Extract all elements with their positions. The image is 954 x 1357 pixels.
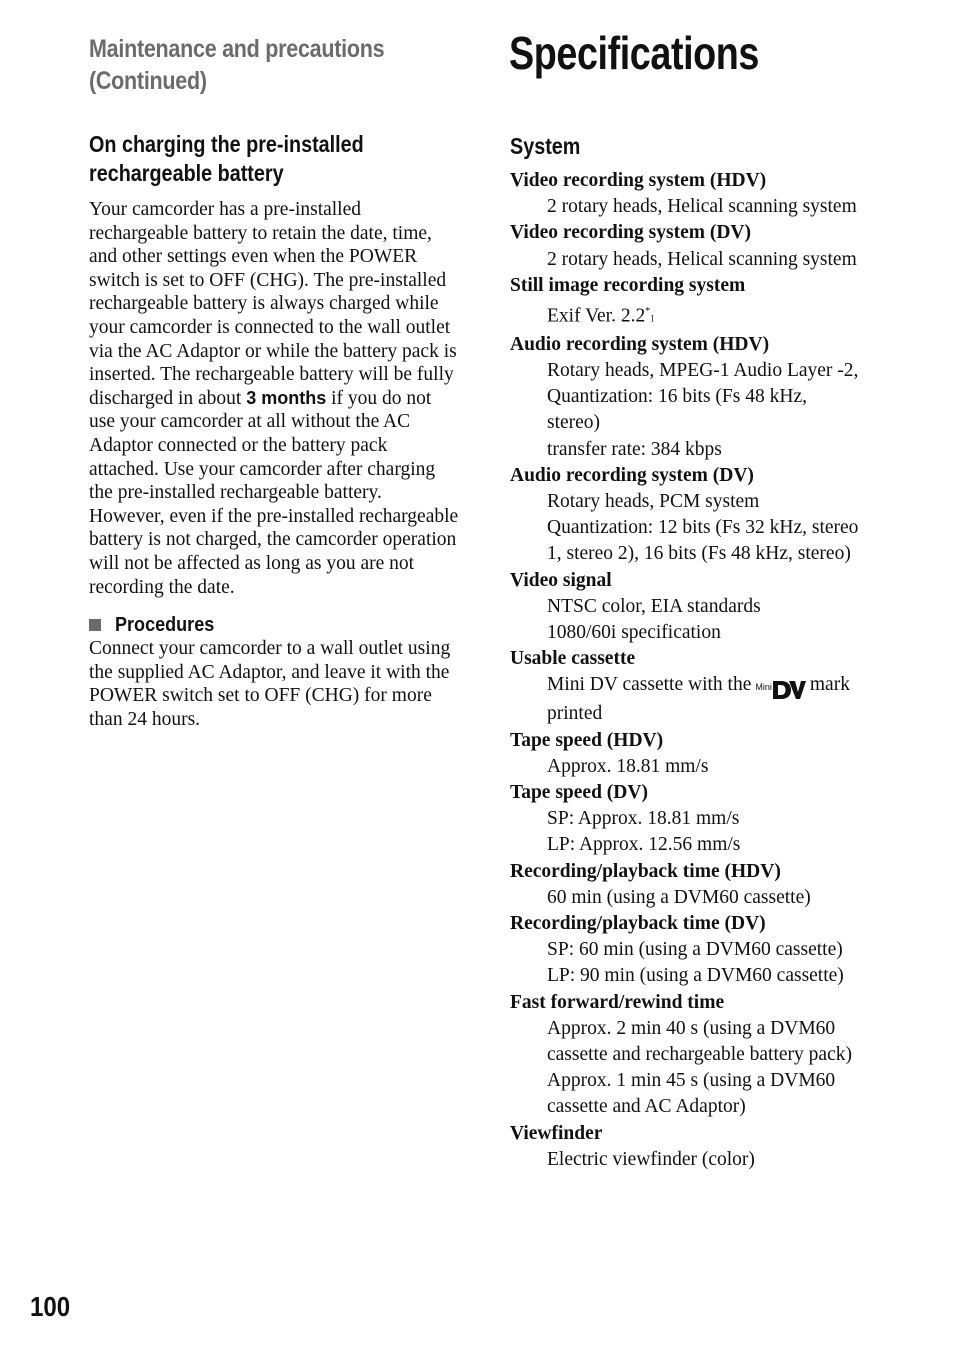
spec-item — [510, 220, 910, 272]
spec-value-text: mark — [809, 674, 850, 696]
battery-heading-line1: On charging the pre-installed — [89, 131, 364, 157]
spec-item — [510, 568, 910, 647]
spec-value: 1, stereo 2), 16 bits (Fs 48 kHz, stereo) — [547, 543, 851, 565]
spec-value — [510, 299, 910, 332]
spec-label: Fast forward/rewind time — [510, 991, 725, 1013]
spec-label: Video recording system (HDV) — [510, 170, 767, 191]
spec-value: cassette and AC Adaptor) — [547, 1096, 746, 1118]
spec-item — [510, 332, 910, 463]
footnote-number: 1 — [650, 313, 655, 324]
spec-value: printed — [547, 703, 603, 725]
spec-label: Usable cassette — [510, 648, 636, 670]
section-header-line2: (Continued) — [89, 67, 207, 95]
spec-value: LP: Approx. 12.56 mm/s — [547, 834, 741, 856]
right-column — [510, 132, 910, 1173]
square-bullet-icon — [89, 619, 101, 631]
spec-value: Approx. 1 min 45 s (using a DVM60 — [547, 1070, 836, 1092]
spec-item — [510, 990, 910, 1121]
dv-mark-icon — [772, 679, 806, 701]
left-column — [89, 130, 459, 731]
section-header — [89, 33, 416, 97]
spec-value: Quantization: 16 bits (Fs 48 kHz, — [547, 386, 807, 408]
spec-item — [510, 463, 910, 568]
procedures-heading — [89, 613, 459, 637]
spec-label: Tape speed (DV) — [510, 781, 648, 803]
spec-item — [510, 780, 910, 859]
spec-label: Recording/playback time (HDV) — [510, 860, 781, 882]
spec-label: Still image recording system — [510, 274, 746, 296]
spec-label: Recording/playback time (DV) — [510, 912, 766, 934]
spec-value: transfer rate: 384 kbps — [547, 438, 722, 460]
spec-value: Quantization: 12 bits (Fs 32 kHz, stereo — [547, 517, 859, 539]
spec-label: Audio recording system (DV) — [510, 464, 754, 486]
battery-paragraph-1 — [89, 198, 459, 505]
mini-dv-logo-text: Mini — [755, 682, 772, 693]
spec-value-text: Mini DV cassette with the — [547, 674, 752, 696]
procedures-heading-label: Procedures — [115, 613, 215, 637]
battery-paragraph-1-text-a: Your camcorder has a pre-installed rechargeable battery to retain the date, time, and other settings even when the POWER switch is set to OFF (CHG). The pre-installed rechargeable battery is always charged while your camcorder is connected to the wall outlet via the AC Adaptor or while the battery pack is inserted. The rechargeable battery will be fully discharged in about — [89, 199, 457, 409]
spec-label: Video recording system (DV) — [510, 222, 751, 244]
spec-value: SP: 60 min (using a DVM60 cassette) — [547, 939, 843, 961]
spec-item — [510, 273, 910, 332]
spec-item — [510, 911, 910, 990]
system-heading: System — [510, 133, 581, 159]
spec-value: stereo) — [547, 412, 601, 434]
spec-value: SP: Approx. 18.81 mm/s — [547, 808, 740, 830]
procedures-text: Connect your camcorder to a wall outlet using the supplied AC Adaptor, and leave it with the POWER switch set to OFF (CHG) for more than 24 hours. — [89, 638, 451, 730]
battery-heading-line2: rechargeable battery — [89, 160, 284, 186]
spec-value: cassette and rechargeable battery pack) — [547, 1044, 852, 1065]
page-title: Specifications — [509, 27, 759, 79]
section-header-line1: Maintenance and precautions — [89, 35, 385, 63]
battery-paragraph-2: However, even if the pre-installed rechargeable battery is not charged, the camcorder operation will not be affected as long as you are not recording the date. — [89, 505, 459, 598]
spec-value: Approx. 2 min 40 s (using a DVM60 — [547, 1017, 836, 1039]
spec-value: LP: 90 min (using a DVM60 cassette) — [547, 965, 844, 987]
spec-item — [510, 859, 910, 911]
spec-label: Viewfinder — [510, 1122, 603, 1144]
battery-paragraph-1-text-b: if you do not use your camcorder at all without the AC Adaptor connected or the battery pack attached. Use your camcorder after charging the pre-installed rechargeable battery. — [89, 387, 436, 504]
spec-value — [510, 672, 910, 701]
spec-label: Video signal — [510, 569, 612, 591]
spec-value: 2 rotary heads, Helical scanning system — [547, 248, 857, 270]
spec-item — [510, 646, 910, 727]
page-number: 100 — [30, 1291, 71, 1322]
spec-value: 2 rotary heads, Helical scanning system — [547, 196, 857, 218]
battery-section-heading — [89, 130, 459, 188]
spec-item — [510, 1121, 910, 1173]
spec-value-text: Exif Ver. 2.2 — [547, 305, 646, 327]
spec-value: Electric viewfinder (color) — [547, 1148, 755, 1170]
spec-value: Approx. 18.81 mm/s — [547, 755, 709, 777]
spec-value: Rotary heads, MPEG-1 Audio Layer -2, — [547, 359, 859, 381]
spec-value: 60 min (using a DVM60 cassette) — [547, 886, 811, 908]
spec-value: NTSC color, EIA standards — [547, 595, 761, 617]
footnote-mark: * — [645, 306, 651, 318]
spec-value: Rotary heads, PCM system — [547, 490, 760, 512]
mini-dv-logo-icon — [755, 679, 806, 701]
battery-duration-emphasis: 3 months — [246, 387, 327, 408]
spec-item — [510, 168, 910, 220]
spec-value: 1080/60i specification — [547, 621, 721, 643]
spec-label: Audio recording system (HDV) — [510, 333, 770, 355]
spec-label: Tape speed (HDV) — [510, 729, 664, 751]
spec-item — [510, 728, 910, 780]
